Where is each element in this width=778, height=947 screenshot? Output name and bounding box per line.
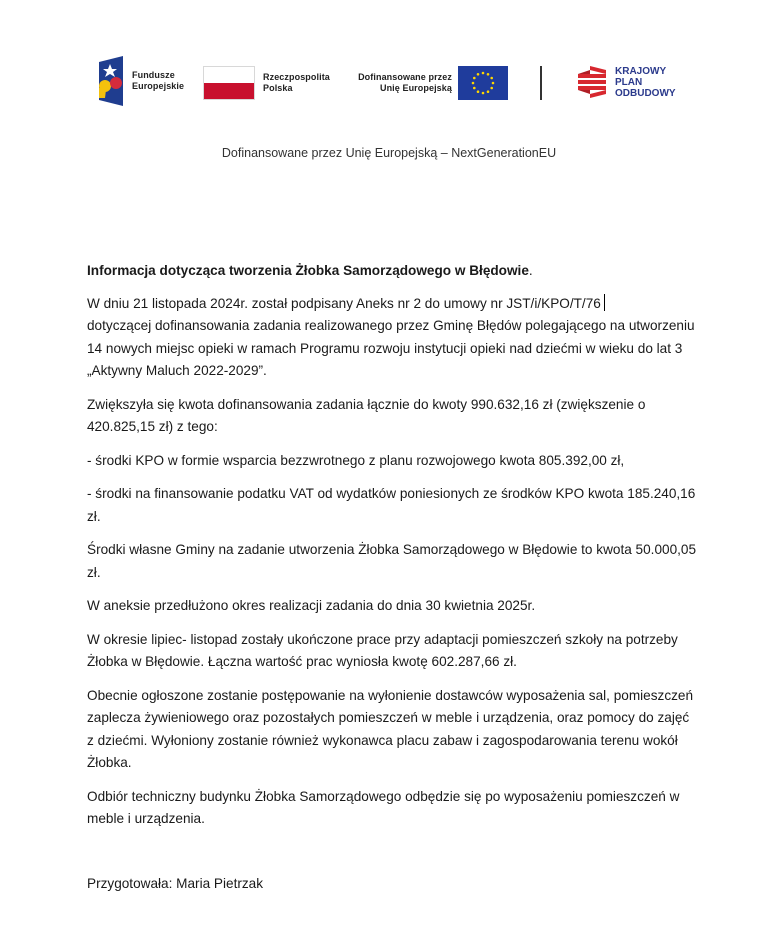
paragraph-own-funds: Środki własne Gminy na zadanie utworzenia Żłobka Samorządowego w Błędowie to kwota 50.000,05 zł.: [87, 542, 697, 580]
rzeczpospolita-logo-text: [263, 72, 330, 94]
polish-flag-icon: [203, 66, 255, 100]
fundusze-line-2: Europejskie: [132, 81, 185, 91]
eu-flag-icon: [458, 66, 508, 100]
paragraph-funding-increase: Zwiększyła się kwota dofinansowania zadania łącznie do kwoty 990.632,16 zł (zwiększenie o 420.825,15 zł) z tego:: [87, 396, 646, 434]
paragraph-vat-funds: - środki na finansowanie podatku VAT od wydatków poniesionych ze środków KPO kwota 185.240,16 zł.: [87, 486, 696, 524]
dof-line-1: Dofinansowane przez: [358, 72, 452, 82]
kpo-line-1: KRAJOWY: [615, 66, 667, 77]
rp-line-1: Rzeczpospolita: [263, 72, 330, 82]
logo-bar: [96, 56, 696, 106]
rp-line-2: Polska: [263, 83, 293, 93]
logo-divider: [540, 66, 542, 100]
krajowy-plan-odbudowy-icon: [576, 66, 610, 98]
text-cursor: [604, 294, 605, 311]
document-title: [87, 260, 697, 283]
paragraph-annex: [87, 293, 697, 316]
paragraph-kpo-funds: - środki KPO w formie wsparcia bezzwrotnego z planu rozwojowego kwota 805.392,00 zł,: [87, 452, 625, 468]
document-title-end: .: [528, 263, 533, 278]
paragraph-annex-continued: dotyczącej dofinansowania zadania realizowanego przez Gminę Błędów polegającego na utworzeniu 14 nowych miejsc opieki w ramach Programu rozwoju instytucji opieki nad dziećmi w wieku do lat 3 „Aktywny Maluch 2022-2029”.: [87, 318, 695, 378]
paragraph-acceptance: Odbiór techniczny budynku Żłobka Samorządowego odbędzie się po wyposażeniu pomieszczeń w meble i urządzenia.: [87, 788, 680, 826]
signature: Przygotowała: Maria Pietrzak: [87, 876, 264, 891]
dofinansowane-logo-text: [352, 72, 452, 94]
document-title-text: Informacja dotycząca tworzenia Żłobka Samorządowego w Błędowie: [87, 263, 529, 278]
dof-line-2: Unię Europejską: [379, 83, 452, 93]
paragraph-works-completed: W okresie lipiec- listopad zostały ukończone prace przy adaptacji pomieszczeń szkoły na potrzeby Żłobka w Błędowie. Łączna wartość prac wyniosła kwotę 602.287,66 zł.: [87, 631, 678, 669]
kpo-line-2: PLAN: [615, 77, 643, 88]
kpo-line-3: ODBUDOWY: [615, 88, 676, 99]
fundusze-europejskie-icon: [96, 56, 126, 106]
paragraph-procurement: Obecnie ogłoszone zostanie postępowanie na wyłonienie dostawców wyposażenia sal, pomieszczeń zaplecza żywieniowego oraz pozostałych pomieszczeń w meble i urządzenia, oraz pomocy do zajęć z dziećmi. Wyłoniony zostanie również wykonawca placu zabaw i zagospodarowania terenu wokół Żłobka.: [87, 687, 694, 770]
document-body: [87, 260, 697, 842]
paragraph-deadline: W aneksie przedłużono okres realizacji zadania do dnia 30 kwietnia 2025r.: [87, 598, 536, 613]
kpo-logo-text: [615, 66, 676, 99]
funding-subtitle: Dofinansowane przez Unię Europejską – NextGenerationEU: [221, 146, 557, 160]
fundusze-line-1: Fundusze: [132, 70, 175, 80]
paragraph-annex-text: W dniu 21 listopada 2024r. został podpisany Aneks nr 2 do umowy nr JST/i/KPO/T/76: [87, 295, 601, 311]
